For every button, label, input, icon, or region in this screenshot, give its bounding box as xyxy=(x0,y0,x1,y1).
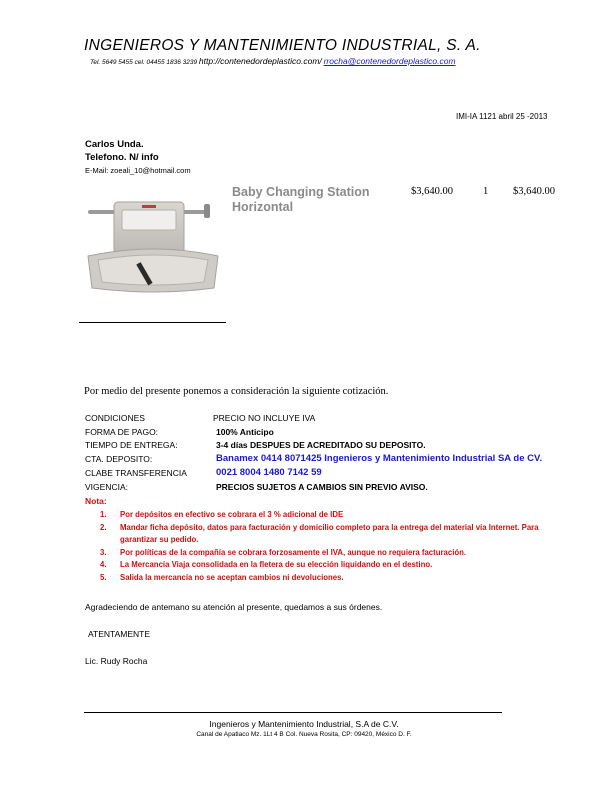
client-phone: Telefono. N/ info xyxy=(85,152,159,163)
footer-address: Canal de Apatlaco Mz. 1Lt 4 B Col. Nueva Rosita, CP: 09420, México D. F. xyxy=(196,731,412,738)
condition-value: Banamex 0414 8071425 Ingenieros y Mantenimiento Industrial SA de CV. xyxy=(216,453,543,464)
contact-line xyxy=(90,56,456,66)
item-quantity: 1 xyxy=(483,186,489,197)
list-item: 3. Por políticas de la compañía se cobrara forzosamente el IVA, aunque no requiera facturación. xyxy=(100,547,467,557)
thanks-text: Agradeciendo de antemano su atención al presente, quedamos a sus órdenes. xyxy=(85,602,383,612)
condition-value: 3-4 días DESPUES DE ACREDITADO SU DEPOSITO. xyxy=(216,440,426,450)
footer-divider xyxy=(84,712,502,713)
client-email: E-Mail: zoeali_10@hotmail.com xyxy=(85,166,191,175)
condition-value: PRECIO NO INCLUYE IVA xyxy=(213,413,316,423)
condition-label: CONDICIONES xyxy=(85,413,145,423)
company-name: INGENIEROS Y MANTENIMIENTO INDUSTRIAL, S. A. xyxy=(84,37,481,54)
quote-reference: IMI-IA 1121 abril 25 -2013 xyxy=(456,112,548,121)
item-total: $3,640.00 xyxy=(513,186,555,197)
nota-label: Nota: xyxy=(85,496,107,506)
list-item: 2. Mandar ficha depósito, datos para facturación y domicilio completo para la entrega del material vía Internet. Para garantizar su pedido. xyxy=(100,522,539,544)
product-image xyxy=(84,196,224,308)
condition-label: TIEMPO DE ENTREGA: xyxy=(85,440,178,450)
condition-value: 0021 8004 1480 7142 59 xyxy=(216,467,322,478)
condition-label: CLABE TRANSFERENCIA xyxy=(85,468,187,478)
condition-value: 100% Anticipo xyxy=(216,427,274,437)
condition-value: PRECIOS SUJETOS A CAMBIOS SIN PREVIO AVISO. xyxy=(216,482,428,492)
list-item: 4. La Mercancía Viaja consolidada en la fletera de su elección liquidando en el destino. xyxy=(100,560,433,569)
footer-company: Ingenieros y Mantenimiento Industrial, S.A de C.V. xyxy=(209,719,399,729)
signature-name: Lic. Rudy Rocha xyxy=(85,656,148,666)
condition-label: VIGENCIA: xyxy=(85,482,128,492)
client-block xyxy=(85,138,191,177)
closing-text: ATENTAMENTE xyxy=(88,629,151,639)
item-description: Baby Changing Station Horizontal xyxy=(232,185,370,214)
phones: Tel. 5649 5455 cel. 04455 1836 3239 xyxy=(90,59,198,66)
item-unit-price: $3,640.00 xyxy=(411,186,453,197)
email-link[interactable]: rrocha@contenedordeplastico.com xyxy=(323,56,456,66)
intro-text: Por medio del presente ponemos a consideración la siguiente cotización. xyxy=(84,386,389,397)
condition-label: CTA. DEPOSITO: xyxy=(85,454,153,464)
list-item: 1. Por depósitos en efectivo se cobrara el 3 % adicional de IDE xyxy=(100,510,344,519)
list-item: 5. Salida la mercancía no se aceptan cambios ni devoluciones. xyxy=(100,572,344,582)
divider xyxy=(79,322,226,323)
condition-label: FORMA DE PAGO: xyxy=(85,427,159,437)
client-name: Carlos Unda. xyxy=(85,139,144,150)
website: http://contenedordeplastico.com/ xyxy=(198,56,322,66)
notes-list xyxy=(100,509,570,584)
